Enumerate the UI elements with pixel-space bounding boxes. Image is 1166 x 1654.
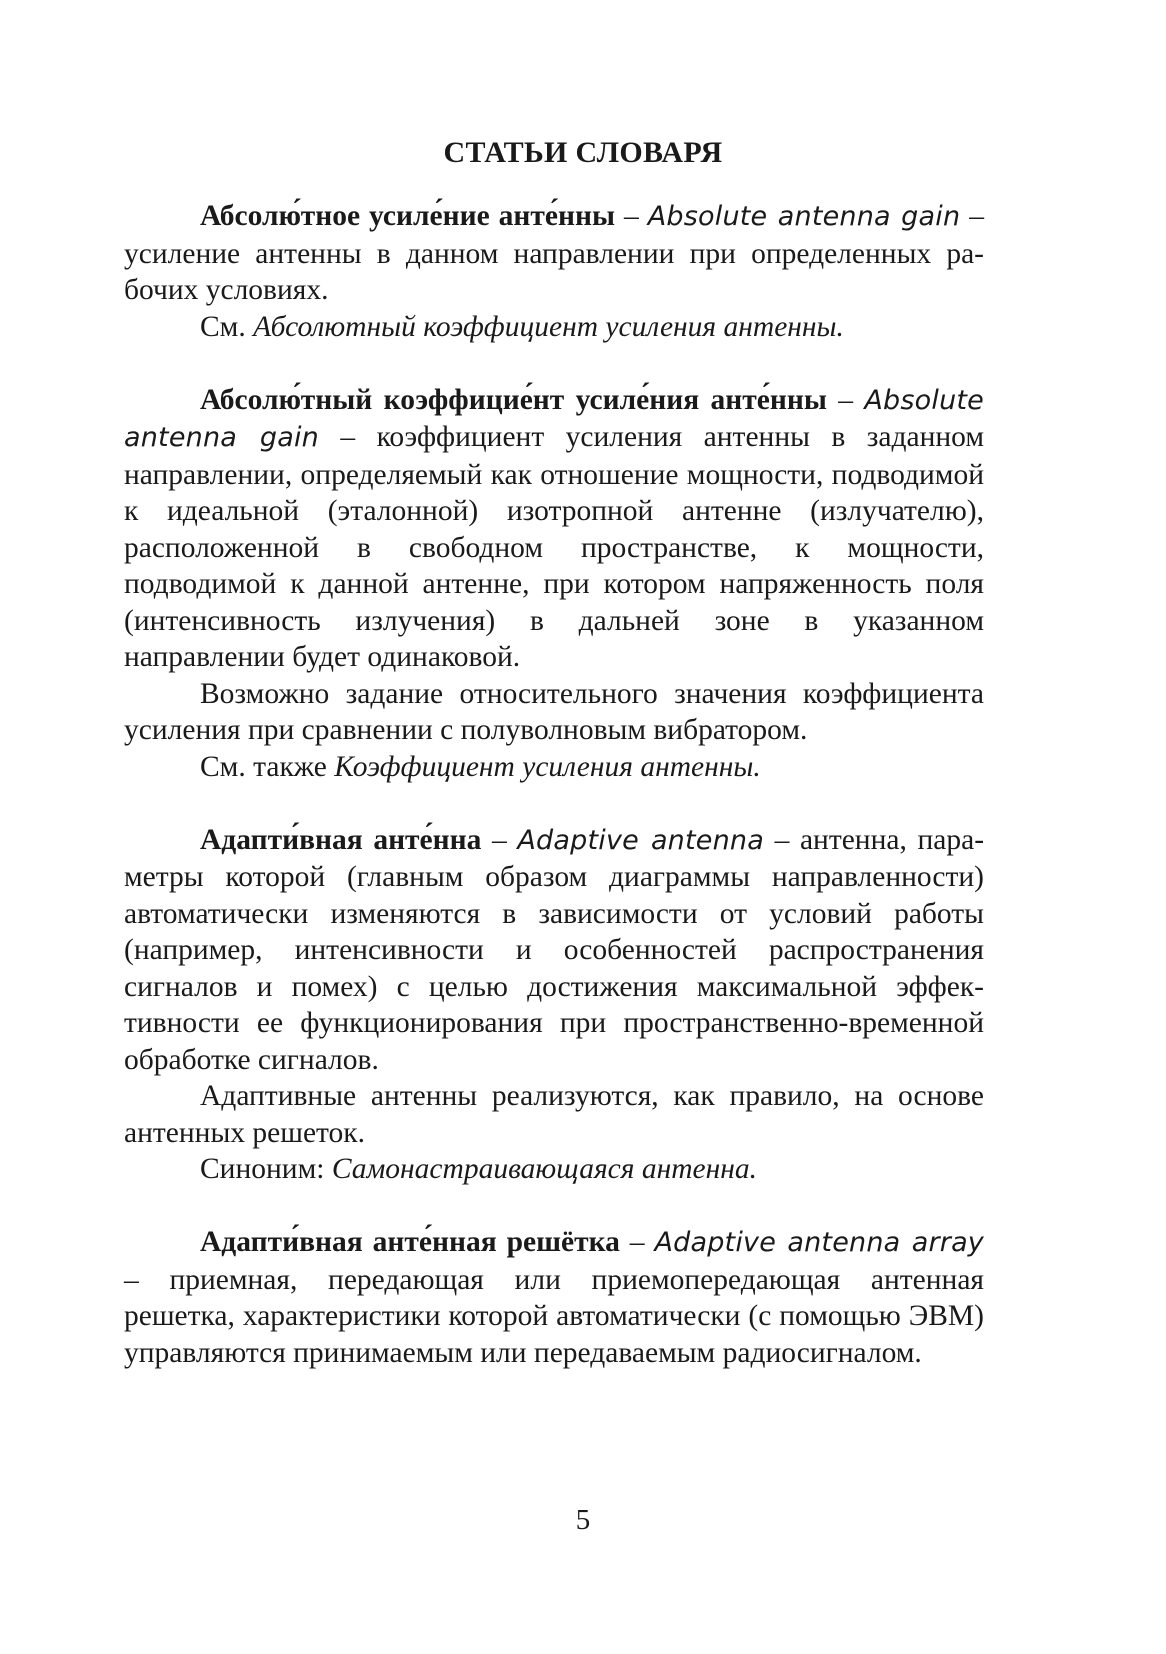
entry-note [124, 309, 984, 346]
page-title: СТАТЬИ СЛОВАРЯ [443, 136, 723, 169]
entry-note [124, 749, 984, 786]
entry-english-term: Absolute antenna gain [647, 201, 961, 232]
dictionary-entry [124, 822, 984, 1188]
page-number: 5 [575, 1504, 591, 1536]
entry-dash: – [481, 823, 518, 856]
dictionary-entries [124, 198, 984, 1408]
entry-dash: – [826, 383, 865, 416]
cross-reference: Коэффициент усиления антенны. [334, 750, 761, 783]
synonym-reference: Самонастраивающаяся антенна. [331, 1153, 758, 1185]
entry-dash: – [960, 200, 985, 232]
dictionary-entry [124, 198, 984, 345]
entry-definition-paragraph [124, 382, 984, 676]
entry-note [124, 1151, 984, 1188]
note-text: Возможно задание относительного значения коэффициента усиления при сравнении с полуволновым вибратором. [124, 677, 984, 746]
entry-english-term: Adaptive antenna [517, 824, 764, 856]
entry-term: Адапти́вная анте́нна [200, 823, 482, 856]
entry-definition-paragraph [124, 1224, 984, 1371]
cross-reference: Абсолютный коэффициент усиления антенны. [253, 310, 844, 343]
entry-term: Абсолю́тный коэффицие́нт усиле́ния анте́нны [200, 383, 827, 416]
entry-english-term: Adaptive antenna array [654, 1227, 984, 1258]
entry-dash: – [615, 200, 648, 232]
entry-term: Абсолю́тное усиле́ние анте́нны [200, 200, 616, 232]
entry-definition: усиление антенны в данном направлении при определенных рабочих условиях. [124, 237, 984, 306]
entry-dash: – [318, 421, 377, 453]
entry-dash: – [124, 1263, 170, 1296]
entry-dash: – [763, 823, 800, 856]
entry-definition-paragraph [124, 822, 984, 1079]
note-prefix: См. также [200, 750, 335, 783]
entry-definition-paragraph [124, 198, 984, 309]
entry-term: Адапти́вная анте́нная решётка [200, 1226, 620, 1258]
entry-english-term: Absolute antenna gain [124, 384, 984, 453]
entry-definition: коэффициент усиления антенны в заданном направлении, определяемый как отношение мощности, подводимой к идеальной (эталонной) изотропной антенне (излучателю), расположенной в свободном пространстве, к мощности, подводимой к данной антенне, при котором напряженность поля (интенсивность излучения) в дальней зоне в указанном направлении будет одинаковой. [124, 421, 985, 673]
note-prefix: Синоним: [200, 1153, 332, 1185]
note-prefix: См. [200, 310, 254, 343]
entry-note [124, 676, 984, 749]
dictionary-entry [124, 382, 984, 786]
dictionary-entry [124, 1224, 984, 1371]
note-text: Адаптивные антенны реализуются, как правило, на основе антенных решеток. [124, 1080, 984, 1149]
entry-dash: – [619, 1226, 655, 1258]
entry-definition: антенна, параметры которой (главным образом диаграммы направленности) автоматически изменяются в зависимости от условий работы (например, интенсивности и особенностей распространения сигналов и помех) с целью достижения максимальной эффективности ее функционирования при пространственно-временной обработке сигналов. [124, 823, 985, 1076]
entry-definition: приемная, передающая или приемопередающая антенная решетка, характеристики которой автоматически (с помощью ЭВМ) управляются принимаемым или передаваемым радиосигналом. [124, 1263, 985, 1369]
entry-note [124, 1078, 984, 1151]
